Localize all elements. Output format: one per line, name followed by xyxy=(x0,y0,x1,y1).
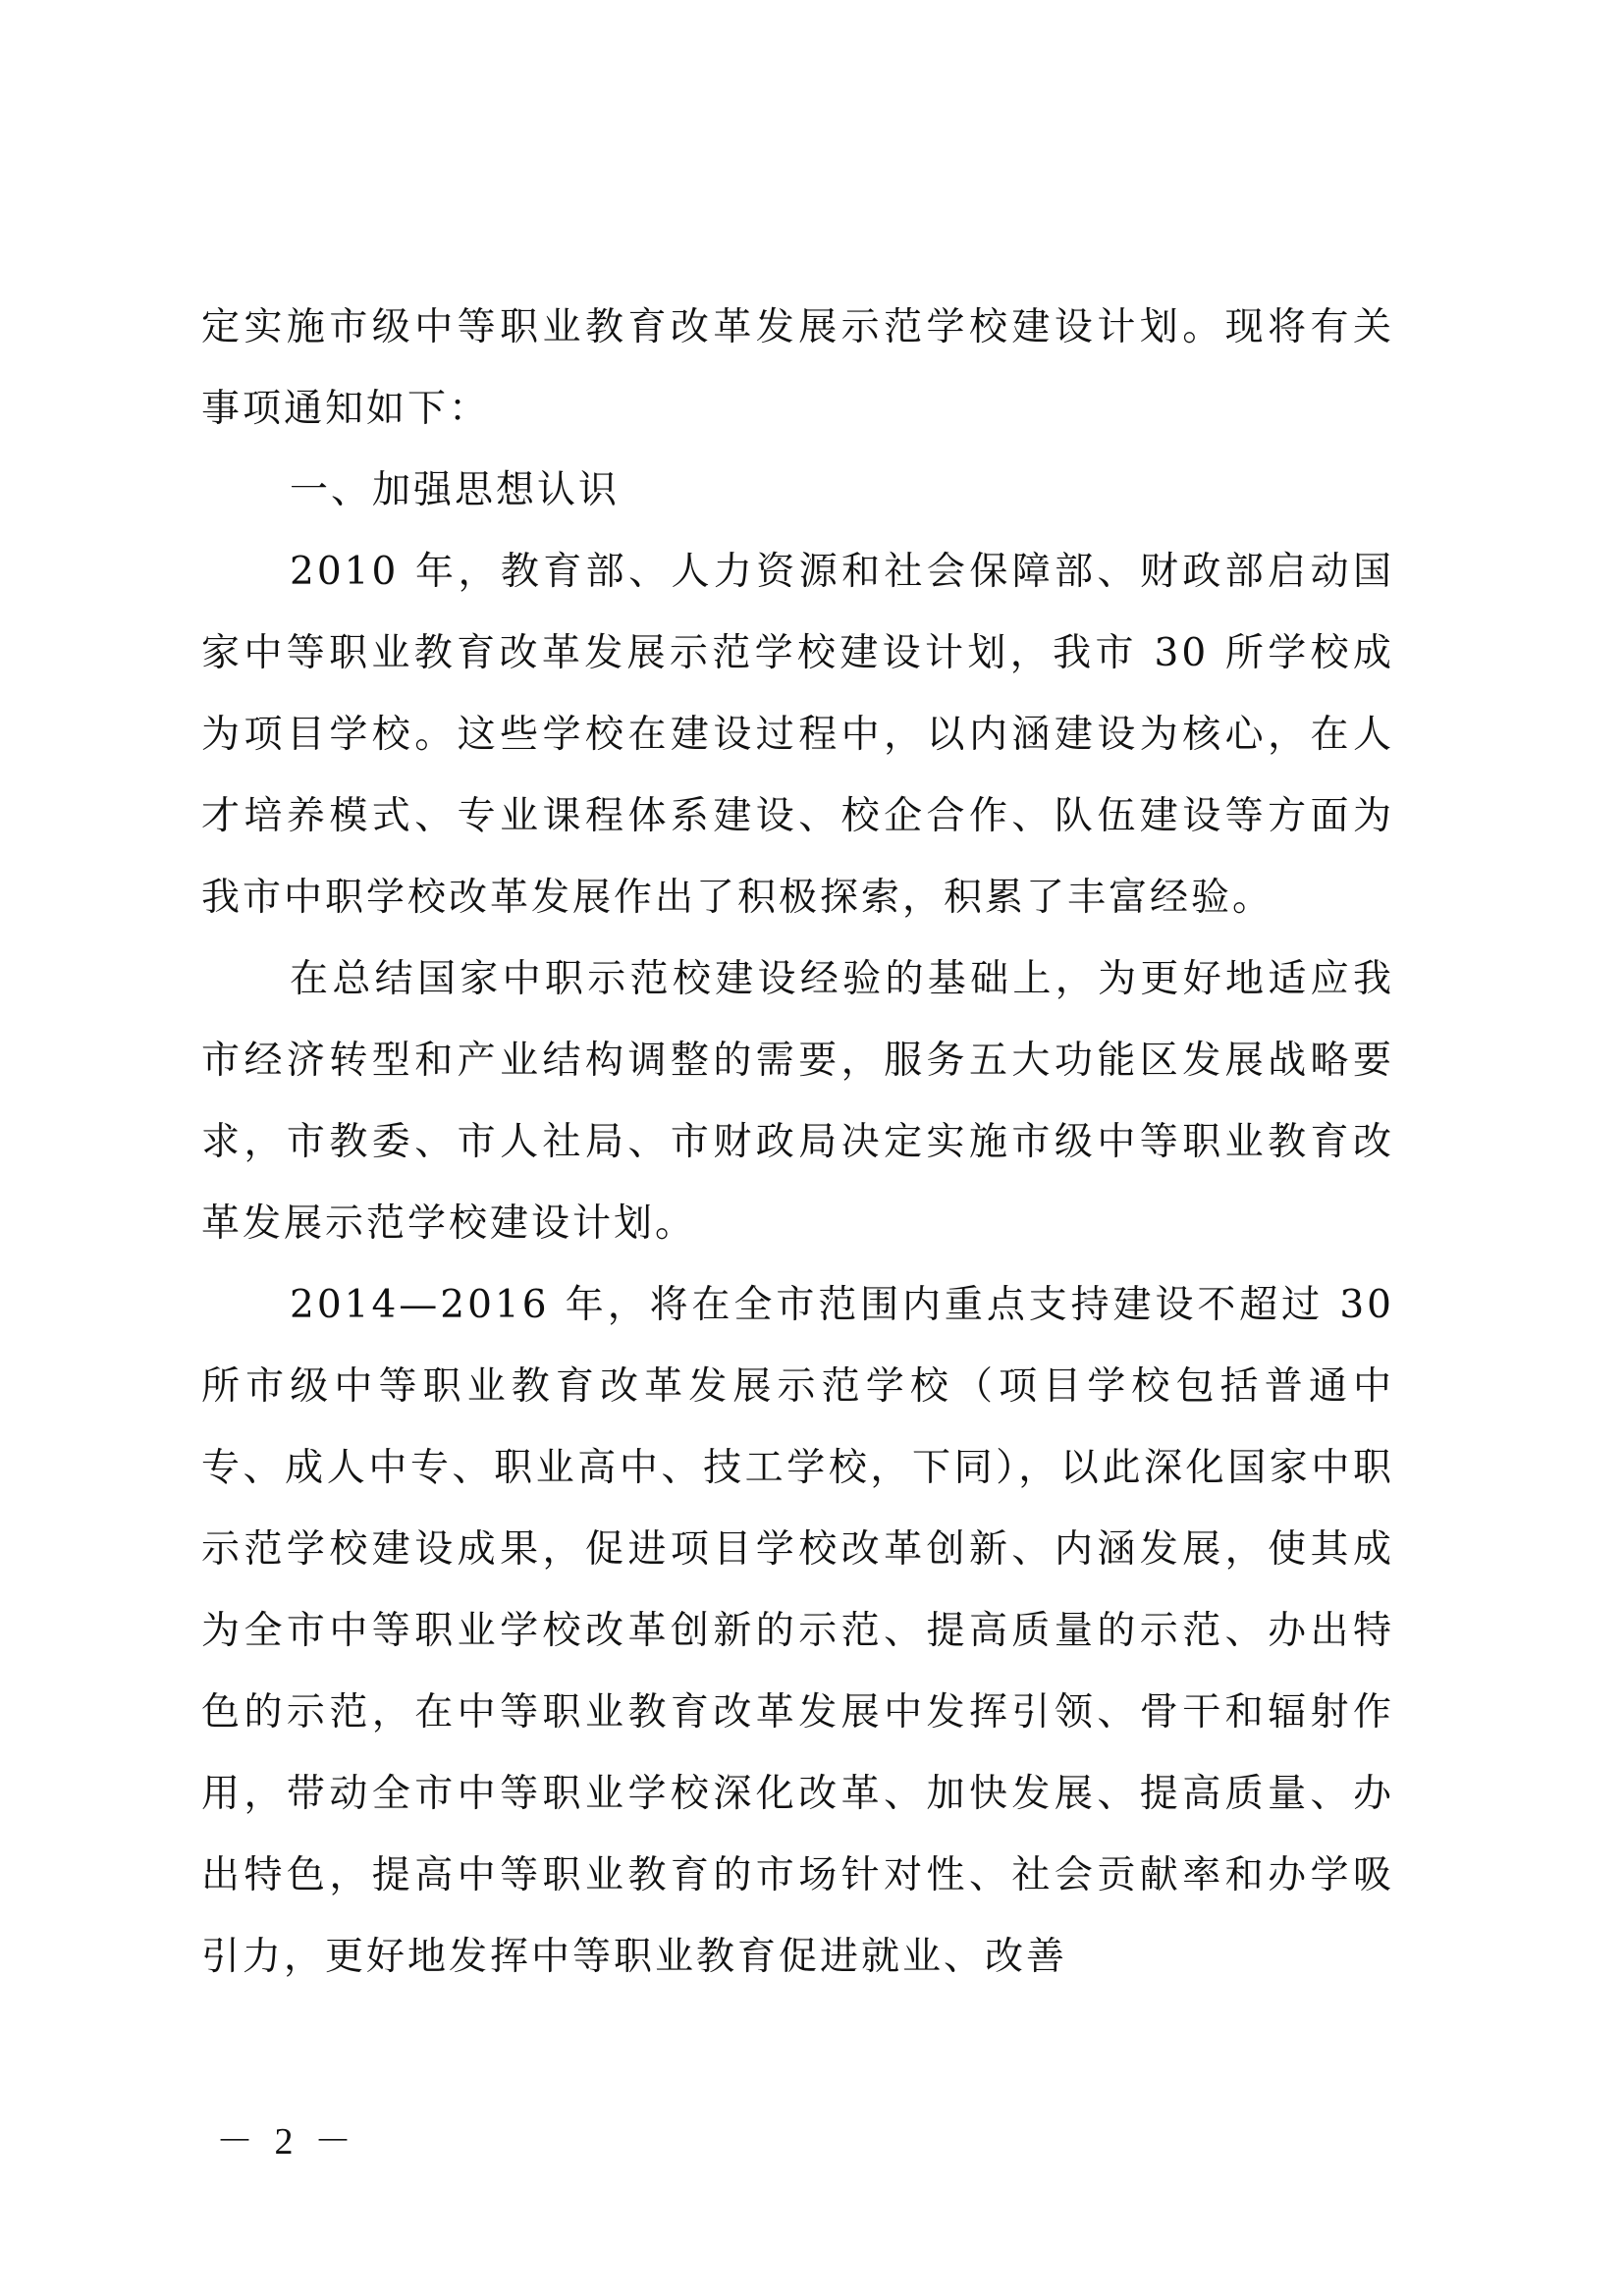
paragraph-continuation: 定实施市级中等职业教育改革发展示范学校建设计划。现将有关事项通知如下： xyxy=(201,305,1394,431)
paragraph: 在总结国家中职示范校建设经验的基础上，为更好地适应我市经济转型和产业结构调整的需要，服务五大功能区发展战略要求，市教委、市人社局、市财政局决定实施市级中等职业教育改革发展示范学校建设计划。 xyxy=(201,957,1394,1246)
page-number: － 2 － xyxy=(216,2121,358,2163)
paragraph: 2014—2016 年，将在全市范围内重点支持建设不超过 30 所市级中等职业教育改革发展示范学校（项目学校包括普通中专、成人中专、职业高中、技工学校，下同），以此深化国家中职示范学校建设成果，促进项目学校改革创新、内涵发展，使其成为全市中等职业学校改革创新的示范、提高质量的示范、办出特色的示范，在中等职业教育改革发展中发挥引领、骨干和辐射作用，带动全市中等职业学校深化改革、加快发展、提高质量、办出特色，提高中等职业教育的市场针对性、社会贡献率和办学吸引力，更好地发挥中等职业教育促进就业、改善 xyxy=(201,1283,1394,1979)
document-body xyxy=(201,287,1394,1998)
section-heading: 一、加强思想认识 xyxy=(290,468,621,512)
paragraph: 2010 年，教育部、人力资源和社会保障部、财政部启动国家中等职业教育改革发展示范学校建设计划，我市 30 所学校成为项目学校。这些学校在建设过程中，以内涵建设为核心，在人才培养模式、专业课程体系建设、校企合作、队伍建设等方面为我市中职学校改革发展作出了积极探索，积累了丰富经验。 xyxy=(201,550,1394,920)
